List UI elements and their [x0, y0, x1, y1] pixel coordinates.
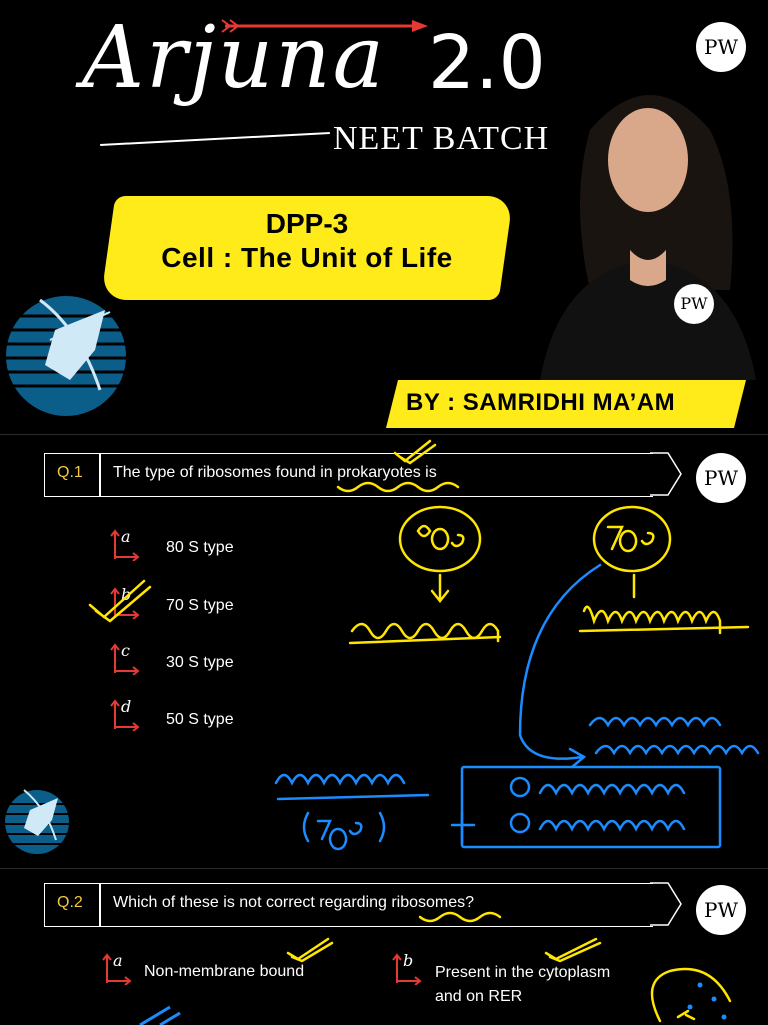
- option-b-letter: b: [403, 951, 414, 970]
- question-2-text: Which of these is not correct regarding ribosomes?: [113, 894, 475, 911]
- question-1-text: The type of ribosomes found in prokaryotes is: [113, 464, 437, 481]
- option-d-letter: d: [121, 697, 132, 716]
- topic-dpp-label: DPP-3: [265, 208, 349, 239]
- question-2-number: Q.2: [57, 894, 83, 911]
- pw-logo-icon: PW: [696, 885, 746, 935]
- presenter-label: BY : SAMRIDHI MA’AM: [406, 389, 676, 416]
- option-b-text: Present in the cytoplasm: [435, 964, 611, 981]
- pw-logo-icon: PW: [696, 453, 746, 503]
- topic-chapter-label: Cell : The Unit of Life: [161, 242, 453, 273]
- presenter-photo: [540, 95, 756, 380]
- question-1-number: Q.1: [57, 464, 83, 481]
- handwritten-annotations: [0, 435, 768, 867]
- batch-label: NEET BATCH: [333, 120, 550, 157]
- brand-title: Arjuna: [82, 8, 386, 108]
- archer-emblem-icon: [4, 780, 70, 860]
- handwritten-annotations: [0, 869, 768, 1025]
- pw-badge-icon: PW: [674, 284, 714, 324]
- option-a-letter: a: [121, 527, 131, 546]
- option-a-letter: a: [113, 951, 123, 970]
- title-slide: [0, 0, 768, 432]
- topic-text: [108, 208, 506, 274]
- option-c-text: 30 S type: [166, 654, 234, 671]
- question-1-slide: [0, 434, 768, 867]
- option-a-text: Non-membrane bound: [144, 963, 305, 980]
- archer-emblem-icon: [6, 296, 126, 416]
- option-b-text: 70 S type: [166, 597, 234, 614]
- pw-logo-icon: PW: [696, 22, 746, 72]
- option-b-text-line2: and on RER: [435, 988, 523, 1005]
- option-c-letter: c: [121, 641, 130, 660]
- brand-version: 2.0: [428, 20, 546, 106]
- option-b-letter: b: [121, 585, 132, 604]
- option-d-text: 50 S type: [166, 711, 234, 728]
- question-2-slide: [0, 868, 768, 1025]
- underline-scribble: [338, 483, 458, 491]
- option-a-text: 80 S type: [166, 539, 234, 556]
